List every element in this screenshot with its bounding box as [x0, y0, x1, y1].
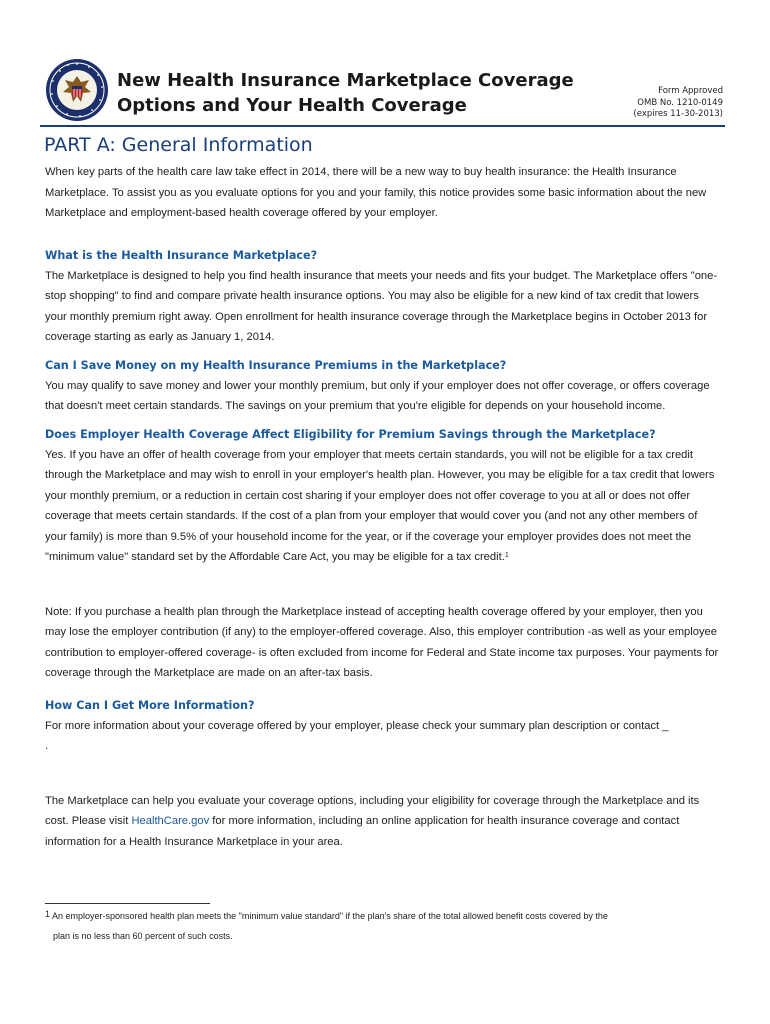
header-divider — [40, 125, 725, 127]
expiration-date: (expires 11-30-2013) — [633, 109, 723, 119]
department-seal-icon — [45, 58, 109, 122]
section-body-marketplace: The Marketplace is designed to help you find health insurance that meets your needs and fits your budget. The Marketplace offers "one-stop shopping" to find and compare private health insurance options. You may also be eligible for a new kind of tax credit that lowers your monthly premium right away. Open enrollment for health insurance coverage through the Marketplace begins in October 2013 for coverage starting as early as January 1, 2014. — [45, 269, 718, 343]
omb-number: OMB No. 1210-0149 — [637, 97, 723, 108]
intro-paragraph: When key parts of the health care law take effect in 2014, there will be a new way to buy health insurance: the Health Insurance Marketplace. To assist you as you evaluate options for you and your family, this notice provides some basic information about the new Marketplace and employment-based health coverage offered by your employer. — [45, 166, 707, 219]
section-heading-marketplace: What is the Health Insurance Marketplace? — [45, 248, 318, 262]
section-heading-more-info: How Can I Get More Information? — [45, 698, 255, 712]
footnote-divider — [45, 903, 210, 904]
note-paragraph — [45, 602, 721, 684]
section-body-save-money: You may qualify to save money and lower your monthly premium, but only if your employer does not offer coverage, or offers coverage that doesn't meet certain standards. The savings on your premium that you're eligible for depends on your household income. — [45, 379, 710, 412]
closing-text-post: for more information, including an online application for health insurance coverage and contact information for a Health Insurance Marketplace in your area. — [45, 815, 680, 848]
section-heading-save-money: Can I Save Money on my Health Insurance Premiums in the Marketplace? — [45, 358, 507, 372]
footnote-reference: 1 — [504, 552, 509, 559]
footnote-number: 1 — [45, 909, 51, 919]
section-heading-employer-coverage: Does Employer Health Coverage Affect Eligibility for Premium Savings through the Marketplace? — [45, 427, 656, 441]
title-line-2: Options and Your Health Coverage — [117, 95, 467, 116]
title-line-1: New Health Insurance Marketplace Coverage — [117, 70, 574, 91]
healthcare-gov-link[interactable]: HealthCare.gov — [131, 815, 210, 827]
footnote-line-2: plan is no less than 60 percent of such costs. — [53, 931, 233, 941]
section-body-more-info: For more information about your coverage offered by your employer, please check your summary plan description or contact _ — [45, 719, 669, 732]
section-body-more-info-tail: . — [45, 740, 49, 752]
footnote-line-1: An employer-sponsored health plan meets the "minimum value standard" if the plan's share of the total allowed benefit costs covered by the — [52, 911, 608, 921]
closing-paragraph — [45, 791, 721, 853]
part-title: PART A: General Information — [44, 134, 313, 156]
closing-text-pre: The Marketplace can help you evaluate your coverage options, including your eligibility for coverage through the Marketplace and its cost. Please visit — [45, 794, 700, 827]
page-title — [117, 68, 577, 118]
section-body-employer-coverage — [45, 445, 721, 568]
form-approved-label: Form Approved — [658, 86, 723, 96]
note-body: : If you purchase a health plan through the Marketplace instead of accepting health coverage offered by your employer, then you may lose the employer contribution (if any) to the employer-offered coverage. Also, this employer contribution -as well as your employee contribution to employer-offered coverage- is often excluded from income for Federal and State income tax purposes. Your payments for coverage through the Marketplace are made on an after-tax basis. — [45, 605, 719, 679]
main-content — [45, 162, 721, 852]
form-approval-info — [633, 86, 723, 121]
footnote — [45, 906, 705, 946]
note-label: Note — [45, 605, 69, 618]
employer-coverage-text: Yes. If you have an offer of health coverage from your employer that meets certain standards, you will not be eligible for a tax credit through the Marketplace and may wish to enroll in your employer's health plan. However, you may be eligible for a tax credit that lowers your monthly premium, or a reduction in certain cost sharing if your employer does not offer coverage to you at all or does not offer coverage that meets certain standards. If the cost of a plan from your employer that would cover you (and not any other members of your family) is more than 9.5% of your household income for the year, or if the coverage your employer provides does not meet the "minimum value" standard set by the Affordable Care Act, you may be eligible for a tax credit. — [45, 448, 715, 563]
